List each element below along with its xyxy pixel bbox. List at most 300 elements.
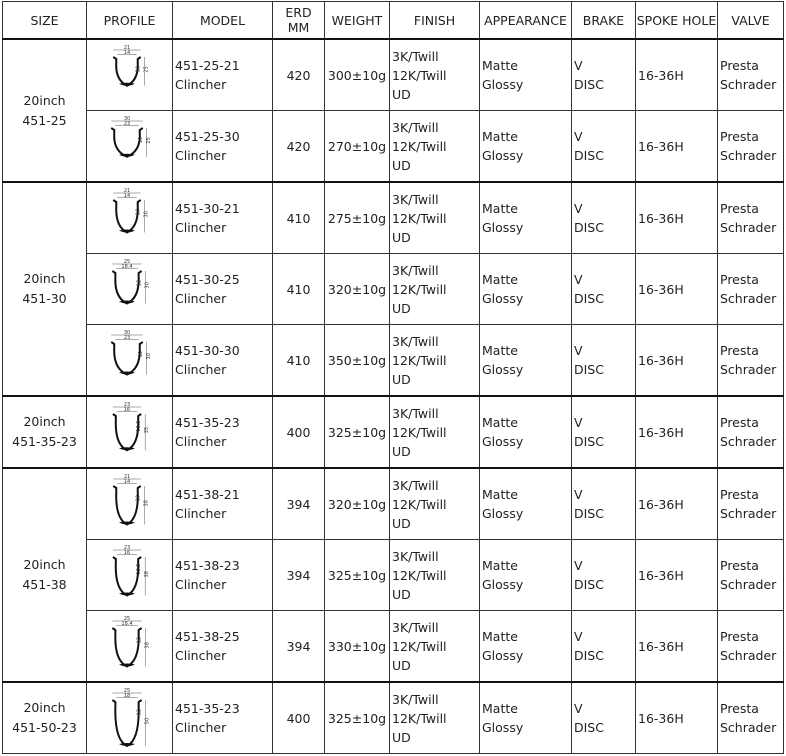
model-line: 451-25-30: [175, 129, 240, 144]
appearance-line: Matte: [482, 415, 518, 430]
appearance-cell: [480, 540, 572, 611]
rim-profile-diagram: [99, 686, 161, 750]
profile-height-label: 38: [144, 642, 151, 649]
profile-side-label: 12: [136, 279, 143, 287]
profile-side-label: 12.5: [135, 420, 142, 432]
profile-side-label: 10: [135, 494, 142, 502]
rim-profile-diagram: [99, 614, 161, 678]
table-row: [3, 111, 784, 183]
weight-cell: 350±10g: [325, 325, 390, 397]
model-line: Clincher: [175, 648, 227, 663]
valve-cell: [718, 182, 784, 254]
finish-cell: [390, 396, 480, 468]
profile-inner-width-label: 23: [123, 121, 130, 127]
appearance-line: Glossy: [482, 362, 524, 377]
appearance-line: Matte: [482, 272, 518, 287]
table-row: [3, 682, 784, 754]
finish-cell: [390, 254, 480, 325]
profile-cell: [87, 682, 173, 754]
model-cell: [173, 254, 273, 325]
size-line: 451-38: [22, 577, 67, 592]
col-header-appearance: APPEARANCE: [480, 2, 572, 40]
finish-line: 3K/Twill: [392, 333, 439, 349]
profile-width-label: 25: [123, 259, 130, 265]
rim-profile-diagram: [99, 114, 161, 178]
size-line: 20inch: [23, 92, 66, 108]
finish-line: 12K/Twill: [392, 496, 447, 512]
size-line: 20inch: [23, 700, 66, 715]
rim-bed: [119, 83, 135, 86]
profile-width-label: 21: [123, 45, 130, 51]
brake-line: V: [574, 558, 583, 573]
appearance-line: Glossy: [482, 434, 524, 449]
valve-line: Presta: [720, 58, 759, 73]
rim-bed: [119, 593, 135, 596]
model-line: 451-35-23: [175, 701, 240, 716]
valve-line: Presta: [720, 201, 759, 216]
profile-inner-width-label: 14: [123, 50, 130, 56]
valve-line: Presta: [720, 701, 759, 716]
model-line: 451-38-21: [175, 487, 240, 502]
profile-cell: [87, 611, 173, 683]
valve-line: Presta: [720, 129, 759, 144]
finish-line: UD: [392, 657, 411, 673]
model-line: Clincher: [175, 362, 227, 377]
model-line: 451-30-30: [175, 343, 240, 358]
brake-line: V: [574, 343, 583, 358]
erd-cell: 410: [273, 254, 325, 325]
finish-line: UD: [392, 300, 411, 316]
valve-line: Schrader: [720, 148, 777, 163]
profile-cell: [87, 39, 173, 111]
valve-line: Presta: [720, 487, 759, 502]
appearance-line: Glossy: [482, 220, 524, 235]
finish-line: 3K/Twill: [392, 691, 439, 707]
brake-cell: [572, 39, 636, 111]
rim-bed: [119, 743, 135, 746]
model-line: Clincher: [175, 291, 227, 306]
valve-line: Schrader: [720, 291, 777, 306]
erd-cell: 400: [273, 682, 325, 754]
table-body: [3, 39, 784, 754]
appearance-cell: [480, 682, 572, 754]
brake-line: V: [574, 629, 583, 644]
finish-cell: [390, 540, 480, 611]
valve-cell: [718, 325, 784, 397]
appearance-cell: [480, 396, 572, 468]
model-cell: [173, 682, 273, 754]
finish-cell: [390, 39, 480, 111]
appearance-line: Glossy: [482, 506, 524, 521]
rim-bed: [119, 522, 135, 525]
spoke-hole-cell: 16-36H: [636, 396, 718, 468]
table-row: [3, 39, 784, 111]
finish-line: 3K/Twill: [392, 548, 439, 564]
table-row: [3, 182, 784, 254]
table-row: [3, 325, 784, 397]
model-line: 451-30-21: [175, 201, 240, 216]
brake-line: DISC: [574, 434, 604, 449]
profile-cell: [87, 111, 173, 183]
brake-line: DISC: [574, 648, 604, 663]
brake-cell: [572, 540, 636, 611]
col-header-spoke-hole: SPOKE HOLE: [636, 2, 718, 40]
brake-cell: [572, 325, 636, 397]
finish-line: 12K/Twill: [392, 567, 447, 583]
profile-height-label: 38: [143, 500, 150, 507]
model-line: 451-38-23: [175, 558, 240, 573]
spoke-hole-cell: 16-36H: [636, 468, 718, 540]
profile-cell: [87, 325, 173, 397]
valve-cell: [718, 254, 784, 325]
col-header-size: SIZE: [3, 2, 87, 40]
profile-cell: [87, 182, 173, 254]
finish-line: 3K/Twill: [392, 48, 439, 64]
finish-line: UD: [392, 86, 411, 102]
profile-side-label: 12: [137, 350, 144, 358]
finish-cell: [390, 182, 480, 254]
valve-cell: [718, 682, 784, 754]
size-line: 451-25: [22, 112, 67, 128]
erd-cell: 420: [273, 39, 325, 111]
profile-height-label: 50: [144, 717, 151, 725]
model-line: 451-30-25: [175, 272, 240, 287]
spoke-hole-cell: 16-36H: [636, 611, 718, 683]
spoke-hole-cell: 16-36H: [636, 182, 718, 254]
profile-side-label: 10: [135, 65, 142, 73]
model-cell: [173, 540, 273, 611]
rim-outline: [112, 700, 141, 746]
rim-bed: [119, 301, 135, 304]
model-line: Clincher: [175, 77, 227, 92]
size-line: 451-30: [22, 291, 67, 306]
rim-spec-table: [2, 1, 784, 754]
appearance-line: Glossy: [482, 648, 524, 663]
brake-line: V: [574, 415, 583, 430]
rim-outline: [111, 342, 143, 375]
profile-inner-width-label: 14: [123, 193, 130, 199]
model-cell: [173, 396, 273, 468]
rim-profile-diagram: [99, 400, 161, 464]
valve-line: Schrader: [720, 434, 777, 449]
appearance-line: Matte: [482, 487, 518, 502]
size-line: 20inch: [23, 557, 66, 572]
valve-line: Schrader: [720, 220, 777, 235]
profile-inner-width-label: 16: [123, 407, 130, 413]
spoke-hole-cell: 16-36H: [636, 254, 718, 325]
profile-inner-width-label: 18.4: [120, 264, 133, 270]
size-cell: [3, 682, 87, 754]
brake-line: DISC: [574, 720, 604, 735]
valve-cell: [718, 396, 784, 468]
profile-side-label: 12: [136, 708, 143, 716]
model-line: Clincher: [175, 220, 227, 235]
table-row: [3, 540, 784, 611]
finish-line: 12K/Twill: [392, 352, 447, 368]
appearance-line: Matte: [482, 701, 518, 716]
profile-width-label: 21: [123, 474, 130, 480]
model-cell: [173, 182, 273, 254]
model-line: 451-38-25: [175, 629, 240, 644]
rim-profile-diagram: [99, 186, 161, 250]
appearance-cell: [480, 182, 572, 254]
valve-line: Presta: [720, 272, 759, 287]
finish-line: 3K/Twill: [392, 405, 439, 421]
model-line: 451-35-23: [175, 415, 240, 430]
spoke-hole-cell: 16-36H: [636, 111, 718, 183]
finish-line: 12K/Twill: [392, 710, 447, 726]
appearance-line: Matte: [482, 629, 518, 644]
profile-width-label: 25: [123, 688, 130, 694]
brake-line: V: [574, 487, 583, 502]
finish-line: 3K/Twill: [392, 477, 439, 493]
rim-outline: [112, 557, 140, 596]
model-line: Clincher: [175, 148, 227, 163]
valve-line: Schrader: [720, 577, 777, 592]
rim-outline: [112, 628, 141, 667]
brake-line: V: [574, 272, 583, 287]
finish-line: 12K/Twill: [392, 281, 447, 297]
model-cell: [173, 111, 273, 183]
rim-profile-diagram: [99, 43, 161, 107]
profile-height-label: 35: [143, 426, 150, 434]
valve-line: Presta: [720, 415, 759, 430]
valve-line: Presta: [720, 558, 759, 573]
profile-side-label: 10: [135, 208, 142, 216]
rim-profile-diagram: [99, 472, 161, 536]
profile-side-label: 10: [137, 136, 144, 144]
appearance-cell: [480, 111, 572, 183]
spoke-hole-cell: 16-36H: [636, 540, 718, 611]
finish-line: 12K/Twill: [392, 67, 447, 83]
profile-height-label: 30: [143, 211, 150, 218]
appearance-cell: [480, 611, 572, 683]
weight-cell: 320±10g: [325, 468, 390, 540]
profile-inner-width-label: 23: [123, 335, 130, 341]
col-header-erd: [273, 2, 325, 40]
valve-cell: [718, 611, 784, 683]
rim-bed: [119, 447, 135, 450]
profile-inner-width-label: 18.4: [120, 621, 133, 627]
profile-cell: [87, 254, 173, 325]
profile-height-label: 25: [143, 66, 150, 73]
brake-line: V: [574, 701, 583, 716]
brake-cell: [572, 396, 636, 468]
valve-cell: [718, 468, 784, 540]
finish-cell: [390, 111, 480, 183]
model-line: Clincher: [175, 577, 227, 592]
erd-cell: 410: [273, 182, 325, 254]
size-line: 451-50-23: [12, 720, 77, 735]
spoke-hole-cell: 16-36H: [636, 325, 718, 397]
erd-cell: 410: [273, 325, 325, 397]
profile-cell: [87, 540, 173, 611]
rim-bed: [119, 230, 135, 233]
appearance-cell: [480, 39, 572, 111]
size-line: 451-35-23: [12, 434, 77, 449]
finish-cell: [390, 682, 480, 754]
brake-line: DISC: [574, 577, 604, 592]
profile-height-label: 30: [145, 353, 152, 360]
finish-line: 3K/Twill: [392, 619, 439, 635]
weight-cell: 330±10g: [325, 611, 390, 683]
appearance-line: Matte: [482, 558, 518, 573]
erd-header-text: ERD MM: [285, 5, 312, 35]
brake-cell: [572, 182, 636, 254]
brake-line: DISC: [574, 220, 604, 235]
profile-width-label: 23: [123, 402, 130, 408]
appearance-line: Matte: [482, 343, 518, 358]
valve-line: Schrader: [720, 506, 777, 521]
finish-line: 3K/Twill: [392, 191, 439, 207]
model-line: 451-25-21: [175, 58, 240, 73]
valve-line: Schrader: [720, 720, 777, 735]
profile-width-label: 30: [123, 116, 130, 122]
finish-line: UD: [392, 586, 411, 602]
table-row: [3, 468, 784, 540]
brake-line: DISC: [574, 77, 604, 92]
profile-width-label: 23: [123, 545, 130, 551]
appearance-line: Glossy: [482, 291, 524, 306]
finish-line: UD: [392, 371, 411, 387]
finish-line: 3K/Twill: [392, 119, 439, 135]
model-line: Clincher: [175, 720, 227, 735]
brake-cell: [572, 468, 636, 540]
size-line: 20inch: [23, 271, 66, 286]
weight-cell: 325±10g: [325, 682, 390, 754]
rim-profile-diagram: [99, 257, 161, 321]
size-line: 20inch: [23, 414, 66, 429]
model-line: Clincher: [175, 434, 227, 449]
profile-side-label: 12: [136, 636, 143, 644]
profile-width-label: 21: [123, 188, 130, 194]
finish-line: UD: [392, 157, 411, 173]
finish-line: UD: [392, 229, 411, 245]
brake-line: DISC: [574, 148, 604, 163]
spoke-hole-cell: 16-36H: [636, 682, 718, 754]
finish-line: 12K/Twill: [392, 638, 447, 654]
weight-cell: 320±10g: [325, 254, 390, 325]
weight-cell: 270±10g: [325, 111, 390, 183]
finish-line: UD: [392, 515, 411, 531]
brake-line: V: [574, 129, 583, 144]
erd-cell: 394: [273, 540, 325, 611]
finish-cell: [390, 611, 480, 683]
model-cell: [173, 39, 273, 111]
spoke-hole-cell: 16-36H: [636, 39, 718, 111]
model-cell: [173, 325, 273, 397]
profile-height-label: 38: [143, 571, 150, 578]
appearance-cell: [480, 254, 572, 325]
brake-cell: [572, 254, 636, 325]
brake-cell: [572, 111, 636, 183]
model-cell: [173, 468, 273, 540]
appearance-line: Glossy: [482, 720, 524, 735]
brake-cell: [572, 611, 636, 683]
erd-cell: 400: [273, 396, 325, 468]
appearance-line: Matte: [482, 201, 518, 216]
brake-line: DISC: [574, 362, 604, 377]
weight-cell: 300±10g: [325, 39, 390, 111]
profile-cell: [87, 468, 173, 540]
valve-line: Schrader: [720, 362, 777, 377]
valve-cell: [718, 111, 784, 183]
col-header-profile: PROFILE: [87, 2, 173, 40]
finish-line: UD: [392, 729, 411, 745]
rim-profile-diagram: [99, 543, 161, 607]
profile-width-label: 30: [123, 330, 130, 336]
appearance-line: Matte: [482, 129, 518, 144]
model-cell: [173, 611, 273, 683]
appearance-line: Glossy: [482, 148, 524, 163]
finish-line: 12K/Twill: [392, 210, 447, 226]
profile-inner-width-label: 14: [123, 479, 130, 485]
finish-cell: [390, 468, 480, 540]
size-cell: [3, 182, 87, 396]
valve-line: Presta: [720, 343, 759, 358]
finish-cell: [390, 325, 480, 397]
size-cell: [3, 396, 87, 468]
brake-line: V: [574, 201, 583, 216]
appearance-line: Glossy: [482, 77, 524, 92]
brake-line: DISC: [574, 291, 604, 306]
valve-line: Schrader: [720, 648, 777, 663]
table-row: [3, 611, 784, 683]
col-header-finish: FINISH: [390, 2, 480, 40]
rim-outline: [113, 486, 140, 525]
profile-inner-width-label: 16: [123, 550, 130, 556]
appearance-line: Matte: [482, 58, 518, 73]
brake-cell: [572, 682, 636, 754]
col-header-weight: WEIGHT: [325, 2, 390, 40]
erd-cell: 420: [273, 111, 325, 183]
appearance-cell: [480, 325, 572, 397]
rim-outline: [112, 271, 141, 304]
rim-bed: [119, 664, 135, 667]
weight-cell: 325±10g: [325, 540, 390, 611]
col-header-model: MODEL: [173, 2, 273, 40]
valve-line: Presta: [720, 629, 759, 644]
brake-line: V: [574, 58, 583, 73]
erd-cell: 394: [273, 468, 325, 540]
profile-width-label: 25: [123, 616, 130, 622]
rim-profile-diagram: [99, 328, 161, 392]
table-row: [3, 254, 784, 325]
col-header-brake: BRAKE: [572, 2, 636, 40]
erd-cell: 394: [273, 611, 325, 683]
profile-inner-width-label: 18: [123, 693, 130, 699]
profile-height-label: 25: [145, 137, 152, 144]
size-cell: [3, 39, 87, 182]
appearance-line: Glossy: [482, 577, 524, 592]
size-cell: [3, 468, 87, 682]
profile-height-label: 30: [144, 282, 151, 289]
rim-outline: [113, 200, 140, 233]
finish-line: 3K/Twill: [392, 262, 439, 278]
header-row: [3, 2, 784, 40]
table-row: [3, 396, 784, 468]
finish-line: 12K/Twill: [392, 424, 447, 440]
weight-cell: 325±10g: [325, 396, 390, 468]
valve-line: Schrader: [720, 77, 777, 92]
finish-line: UD: [392, 443, 411, 459]
finish-line: 12K/Twill: [392, 138, 447, 154]
appearance-cell: [480, 468, 572, 540]
profile-side-label: 12.5: [135, 563, 142, 575]
profile-cell: [87, 396, 173, 468]
weight-cell: 275±10g: [325, 182, 390, 254]
valve-cell: [718, 540, 784, 611]
